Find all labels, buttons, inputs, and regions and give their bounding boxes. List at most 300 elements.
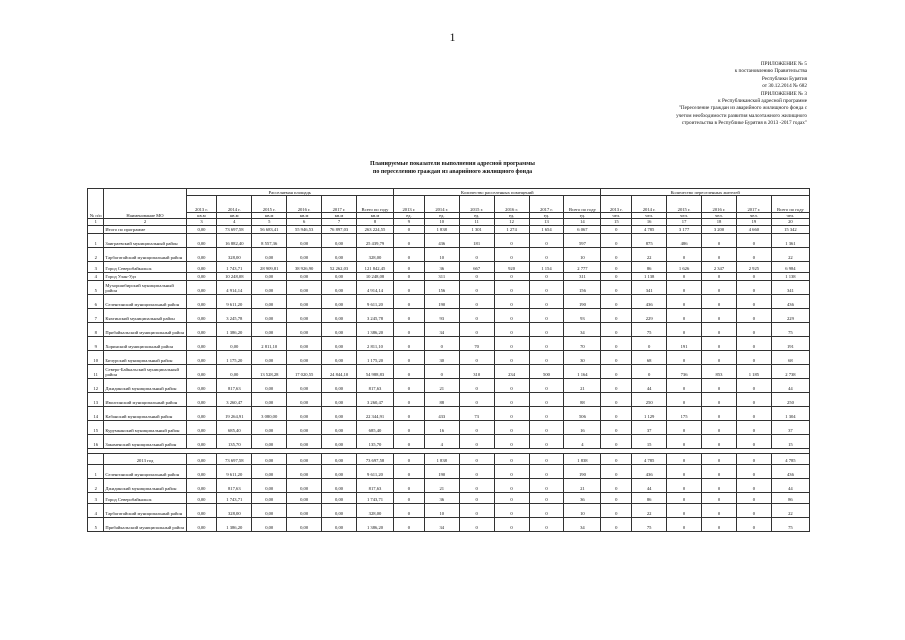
table-cell: 0	[702, 294, 737, 308]
municipality-name: Город Северобайкальск	[104, 492, 186, 503]
table-cell: 0	[736, 464, 771, 478]
column-index: 9	[394, 219, 425, 225]
table-cell: 0,00	[287, 308, 322, 322]
table-cell: 0	[459, 464, 494, 478]
table-row	[88, 294, 810, 308]
table-cell: 190	[424, 464, 459, 478]
column-index: 8	[356, 219, 393, 225]
table-row	[88, 392, 810, 406]
table-cell: 0	[394, 492, 425, 503]
table-cell: 16	[564, 420, 601, 434]
table-cell: 1 138	[771, 272, 809, 280]
table-cell: 0	[736, 247, 771, 261]
table-cell: 486	[667, 233, 702, 247]
table-cell: 0	[394, 350, 425, 364]
table-cell: 1 164	[564, 364, 601, 378]
year-header: 2016 г.	[702, 196, 737, 213]
table-cell: 0	[394, 261, 425, 272]
municipality-name: 2013 год	[104, 453, 186, 464]
table-cell: 54 988,83	[356, 364, 393, 378]
row-number: 12	[88, 378, 104, 392]
table-cell: 28 909,81	[252, 261, 287, 272]
table-cell: 0,00	[252, 308, 287, 322]
table-cell: 76 897,03	[322, 225, 357, 233]
table-row	[88, 350, 810, 364]
table-cell: 73 697,58	[217, 453, 252, 464]
table-cell: 0	[494, 336, 529, 350]
table-cell: 10	[424, 503, 459, 517]
table-row	[88, 247, 810, 261]
table-cell: 0	[736, 434, 771, 448]
table-cell: 0,00	[287, 272, 322, 280]
table-cell: 17 020,55	[287, 364, 322, 378]
table-cell: 0,00	[287, 336, 322, 350]
municipality-name: Закаменский муниципальный район	[104, 434, 186, 448]
table-cell: 0,00	[186, 322, 217, 336]
table-cell: 135,70	[356, 434, 393, 448]
table-cell: 15	[632, 434, 667, 448]
table-cell: 1 743,71	[356, 492, 393, 503]
table-row	[88, 453, 810, 464]
table-cell: 3 260,47	[356, 392, 393, 406]
table-cell: 1 386,20	[356, 517, 393, 531]
unit-header: ед.	[494, 213, 529, 219]
table-cell: 0	[601, 464, 632, 478]
table-cell: 0,00	[322, 247, 357, 261]
table-cell: 328,00	[356, 503, 393, 517]
table-cell: 22 344,91	[356, 406, 393, 420]
unit-header: чел.	[601, 213, 632, 219]
table-cell: 68	[771, 350, 809, 364]
table-cell: 1 301	[459, 225, 494, 233]
table-cell: 0,00	[287, 420, 322, 434]
table-cell: 0	[601, 492, 632, 503]
column-index: 2	[104, 219, 186, 225]
table-cell: 0	[494, 233, 529, 247]
table-cell: 16 882,40	[217, 233, 252, 247]
table-cell: 0	[529, 453, 564, 464]
table-cell: 0	[702, 517, 737, 531]
table-cell: 0	[494, 247, 529, 261]
table-cell: 34	[564, 322, 601, 336]
table-cell: 0	[494, 503, 529, 517]
table-cell: 853	[702, 364, 737, 378]
table-cell: 0,00	[287, 322, 322, 336]
row-number: 9	[88, 336, 104, 350]
table-cell: 0,00	[252, 322, 287, 336]
table-cell: 0	[702, 280, 737, 294]
table-cell: 0,00	[186, 434, 217, 448]
table-cell: 0,00	[322, 322, 357, 336]
table-cell: 156	[564, 280, 601, 294]
table-row	[88, 478, 810, 492]
table-cell: 0,00	[252, 434, 287, 448]
table-cell: 0	[667, 492, 702, 503]
table-cell: 817,63	[217, 478, 252, 492]
table-cell: 0,00	[186, 492, 217, 503]
table-cell: 15 342	[771, 225, 809, 233]
table-cell: 37	[632, 420, 667, 434]
row-number: 3	[88, 492, 104, 503]
table-cell: 0,00	[287, 378, 322, 392]
municipality-name: Тарбагатайский муниципальный район	[104, 503, 186, 517]
table-cell: 0	[394, 322, 425, 336]
table-cell: 70	[459, 336, 494, 350]
row-number: 10	[88, 350, 104, 364]
table-cell: 0,00	[322, 406, 357, 420]
table-cell: 73	[459, 406, 494, 420]
table-cell: 0	[424, 336, 459, 350]
table-cell: 0,00	[287, 350, 322, 364]
table-cell: 667	[459, 261, 494, 272]
table-cell: 4	[424, 434, 459, 448]
row-number: 3	[88, 261, 104, 272]
table-cell: 4 914,14	[217, 280, 252, 294]
table-cell: 0	[601, 364, 632, 378]
table-cell: 0	[601, 272, 632, 280]
table-cell: 73 697,58	[217, 225, 252, 233]
municipality-name: Город Улан-Удэ	[104, 272, 186, 280]
row-number: 14	[88, 406, 104, 420]
table-cell: 30	[424, 350, 459, 364]
table-cell: 0	[394, 247, 425, 261]
table-cell: 19 264,91	[217, 406, 252, 420]
table-cell: 0	[702, 308, 737, 322]
table-cell: 436	[632, 464, 667, 478]
table-cell: 0	[601, 247, 632, 261]
table-cell: 0	[667, 420, 702, 434]
table-cell: 0	[459, 517, 494, 531]
appendix-line: ПРИЛОЖЕНИЕ № 3	[760, 90, 807, 97]
table-cell: 0	[601, 478, 632, 492]
table-cell: 0	[529, 406, 564, 420]
table-cell: 1 743,71	[217, 492, 252, 503]
table-cell: 0,00	[252, 350, 287, 364]
table-cell: 0	[601, 406, 632, 420]
table-cell: 0,00	[186, 478, 217, 492]
table-cell: 0	[529, 503, 564, 517]
table-cell: 190	[564, 464, 601, 478]
table-cell: 0	[667, 517, 702, 531]
table-cell: 30	[564, 350, 601, 364]
municipality-name: Город Северобайкальск	[104, 261, 186, 272]
table-cell: 0	[667, 453, 702, 464]
table-cell: 1 838	[424, 225, 459, 233]
appendix-line: от 30.12.2014 № 682	[762, 83, 807, 90]
table-cell: 0,00	[322, 378, 357, 392]
table-cell: 0,00	[252, 503, 287, 517]
table-cell: 0	[494, 420, 529, 434]
table-row	[88, 308, 810, 322]
table-cell: 191	[667, 336, 702, 350]
table-cell: 0	[459, 434, 494, 448]
table-cell: 9 611,20	[356, 464, 393, 478]
table-cell: 0,00	[322, 392, 357, 406]
column-index: 20	[771, 219, 809, 225]
table-cell: 0,00	[186, 464, 217, 478]
table-cell: 0,00	[252, 478, 287, 492]
table-cell: 0,00	[186, 308, 217, 322]
table-cell: 0,00	[252, 392, 287, 406]
table-cell: 0	[394, 272, 425, 280]
table-cell: 0	[667, 294, 702, 308]
table-cell: 0	[601, 294, 632, 308]
table-cell: 0,00	[322, 294, 357, 308]
municipality-name: Бичурский муниципальный район	[104, 350, 186, 364]
table-cell: 0	[459, 453, 494, 464]
table-cell: 9 611,20	[356, 294, 393, 308]
table-row	[88, 517, 810, 531]
table-cell: 135,70	[217, 434, 252, 448]
table-cell: 0	[601, 336, 632, 350]
table-cell: 0	[494, 280, 529, 294]
table-cell: 10 248,08	[356, 272, 393, 280]
table-cell: 0,00	[287, 294, 322, 308]
table-cell: 0,00	[322, 453, 357, 464]
table-cell: 0	[702, 336, 737, 350]
table-cell: 0	[667, 350, 702, 364]
table-cell: 0,00	[186, 294, 217, 308]
unit-header: кв.м	[186, 213, 217, 219]
table-cell: 685,40	[356, 420, 393, 434]
table-cell: 817,63	[356, 478, 393, 492]
table-cell: 0	[702, 350, 737, 364]
table-cell: 3 260,47	[217, 392, 252, 406]
year-header: 2017 г.	[322, 196, 357, 213]
table-cell: 0,00	[186, 247, 217, 261]
table-cell: 0	[702, 464, 737, 478]
table-cell: 433	[424, 406, 459, 420]
table-cell: 229	[632, 308, 667, 322]
row-number: 2	[88, 478, 104, 492]
table-cell: 38 926,90	[287, 261, 322, 272]
table-cell: 0,00	[252, 272, 287, 280]
table-cell: 2 777	[564, 261, 601, 272]
table-cell: 0	[667, 308, 702, 322]
table-cell: 21	[564, 478, 601, 492]
unit-header: ед.	[459, 213, 494, 219]
column-index: 12	[494, 219, 529, 225]
municipality-name: Селенгинский муниципальный район	[104, 464, 186, 478]
row-number: 1	[88, 233, 104, 247]
table-cell: 736	[667, 364, 702, 378]
row-number: 5	[88, 280, 104, 294]
table-cell: 0	[736, 233, 771, 247]
table-cell: 0,00	[186, 517, 217, 531]
table-cell: 86	[771, 492, 809, 503]
table-cell: 0	[459, 420, 494, 434]
table-cell: 0,00	[287, 503, 322, 517]
table-cell: 0,00	[186, 272, 217, 280]
table-cell: 0	[394, 434, 425, 448]
table-cell: 0	[702, 420, 737, 434]
table-cell: 0	[702, 434, 737, 448]
unit-header: кв.м	[322, 213, 357, 219]
table-cell: 9 611,20	[217, 464, 252, 478]
row-number: 1	[88, 464, 104, 478]
table-cell: 4 785	[632, 225, 667, 233]
year-header: 2013 г.	[601, 196, 632, 213]
table-cell: 0	[667, 478, 702, 492]
group-premises: Количество расселенных помещений	[394, 189, 601, 196]
table-cell: 311	[424, 272, 459, 280]
table-cell: 1 175,20	[356, 350, 393, 364]
table-cell: 93	[424, 308, 459, 322]
table-cell: 0	[736, 294, 771, 308]
municipality-name: Селенгинский муниципальный район	[104, 294, 186, 308]
row-number: 5	[88, 517, 104, 531]
table-cell: 0	[667, 280, 702, 294]
table-cell: 0	[702, 492, 737, 503]
table-cell: 0	[702, 272, 737, 280]
table-cell: 10	[564, 247, 601, 261]
year-header: 2016 г.	[494, 196, 529, 213]
table-cell: 0	[601, 378, 632, 392]
table-cell: 6 067	[564, 225, 601, 233]
table-cell: 2 925	[736, 261, 771, 272]
column-index: 19	[736, 219, 771, 225]
table-row	[88, 503, 810, 517]
table-body	[88, 225, 810, 531]
row-number	[88, 453, 104, 464]
row-number: 7	[88, 308, 104, 322]
table-cell: 0	[394, 392, 425, 406]
table-cell: 0	[394, 308, 425, 322]
table-cell: 0,00	[322, 336, 357, 350]
table-cell: 0	[529, 420, 564, 434]
table-cell: 3 245,78	[217, 308, 252, 322]
table-cell: 0	[494, 378, 529, 392]
table-cell: 0,00	[186, 392, 217, 406]
table-cell: 0	[601, 392, 632, 406]
table-cell: 0	[459, 247, 494, 261]
table-cell: 328,00	[217, 503, 252, 517]
table-cell: 16	[424, 420, 459, 434]
table-cell: 0	[494, 492, 529, 503]
table-cell: 0	[424, 364, 459, 378]
table-cell: 70	[564, 336, 601, 350]
table-cell: 0,00	[252, 294, 287, 308]
table-cell: 1 654	[529, 225, 564, 233]
year-header: 2017 г.	[736, 196, 771, 213]
table-cell: 36	[424, 492, 459, 503]
table-cell: 0	[394, 503, 425, 517]
table-cell: 0	[736, 492, 771, 503]
municipality-name: Джидинский муниципальный район	[104, 378, 186, 392]
appendix-line: ПРИЛОЖЕНИЕ № 5	[760, 61, 807, 67]
column-index: 3	[186, 219, 217, 225]
table-row	[88, 280, 810, 294]
table-row	[88, 434, 810, 448]
column-index: 7	[322, 219, 357, 225]
table-cell: 56 683,41	[252, 225, 287, 233]
table-cell: 0	[736, 350, 771, 364]
year-header: 2014 г.	[424, 196, 459, 213]
year-header: 2013 г.	[394, 196, 425, 213]
table-cell: 436	[771, 294, 809, 308]
table-cell: 1 386,20	[217, 322, 252, 336]
table-cell: 175	[667, 406, 702, 420]
municipality-name: Итого по программе	[104, 225, 186, 233]
table-cell: 0,00	[186, 453, 217, 464]
table-cell: 0,00	[217, 364, 252, 378]
table-cell: 0	[702, 247, 737, 261]
municipality-name: Прибайкальский муниципальный район	[104, 517, 186, 531]
table-cell: 0	[494, 308, 529, 322]
column-index: 14	[564, 219, 601, 225]
municipality-name: Тарбагатайский муниципальный район	[104, 247, 186, 261]
table-cell: 121 842,45	[356, 261, 393, 272]
table-cell: 0	[601, 420, 632, 434]
appendix-line: строительства в Республике Бурятия в 2013 -2017 годах"	[681, 120, 807, 127]
table-cell: 0	[736, 453, 771, 464]
table-cell: 34	[424, 322, 459, 336]
table-cell: 0	[702, 233, 737, 247]
year-header: 2015 г.	[667, 196, 702, 213]
table-cell: 817,63	[356, 378, 393, 392]
column-index: 4	[217, 219, 252, 225]
table-cell: 0,00	[287, 478, 322, 492]
table-cell: 21	[424, 478, 459, 492]
table-cell: 0,00	[287, 406, 322, 420]
table-cell: 0,00	[252, 247, 287, 261]
table-cell: 0	[736, 392, 771, 406]
table-cell: 55 946,53	[287, 225, 322, 233]
table-cell: 250	[771, 392, 809, 406]
unit-header: ед.	[424, 213, 459, 219]
table-cell: 0	[459, 308, 494, 322]
table-cell: 0	[529, 478, 564, 492]
table-cell: 36	[424, 261, 459, 272]
table-cell: 1 626	[667, 261, 702, 272]
table-cell: 0	[494, 464, 529, 478]
table-cell: 436	[771, 464, 809, 478]
table-cell: 22	[771, 247, 809, 261]
table-cell: 1 743,71	[217, 261, 252, 272]
col-no: № п/п	[88, 189, 104, 219]
table-row	[88, 225, 810, 233]
table-row	[88, 406, 810, 420]
table-cell: 0	[667, 378, 702, 392]
table-cell: 0	[529, 517, 564, 531]
table-cell: 0,00	[186, 364, 217, 378]
table-cell: 190	[424, 294, 459, 308]
appendix-block	[567, 61, 807, 128]
appendix-line: к Республиканской адресной программе	[718, 98, 807, 105]
table-row	[88, 336, 810, 350]
table-cell: 0	[667, 392, 702, 406]
title-line: по переселению граждан из аварийного жилищного фонда	[372, 169, 533, 175]
table-cell: 436	[424, 233, 459, 247]
unit-header: чел.	[736, 213, 771, 219]
table-cell: 263 224,55	[356, 225, 393, 233]
table-cell: 0,00	[287, 492, 322, 503]
table-cell: 44	[632, 378, 667, 392]
unit-header: ед.	[564, 213, 601, 219]
table-cell: 1 838	[564, 453, 601, 464]
table-cell: 0	[394, 336, 425, 350]
table-cell: 0,00	[287, 453, 322, 464]
table-cell: 75	[632, 517, 667, 531]
column-index: 16	[632, 219, 667, 225]
table-cell: 0	[494, 406, 529, 420]
table-cell: 0,00	[252, 517, 287, 531]
unit-header: чел.	[702, 213, 737, 219]
table-cell: 0	[736, 280, 771, 294]
table-cell: 68	[632, 350, 667, 364]
table-cell: 0	[736, 336, 771, 350]
table-cell: 0,00	[322, 233, 357, 247]
